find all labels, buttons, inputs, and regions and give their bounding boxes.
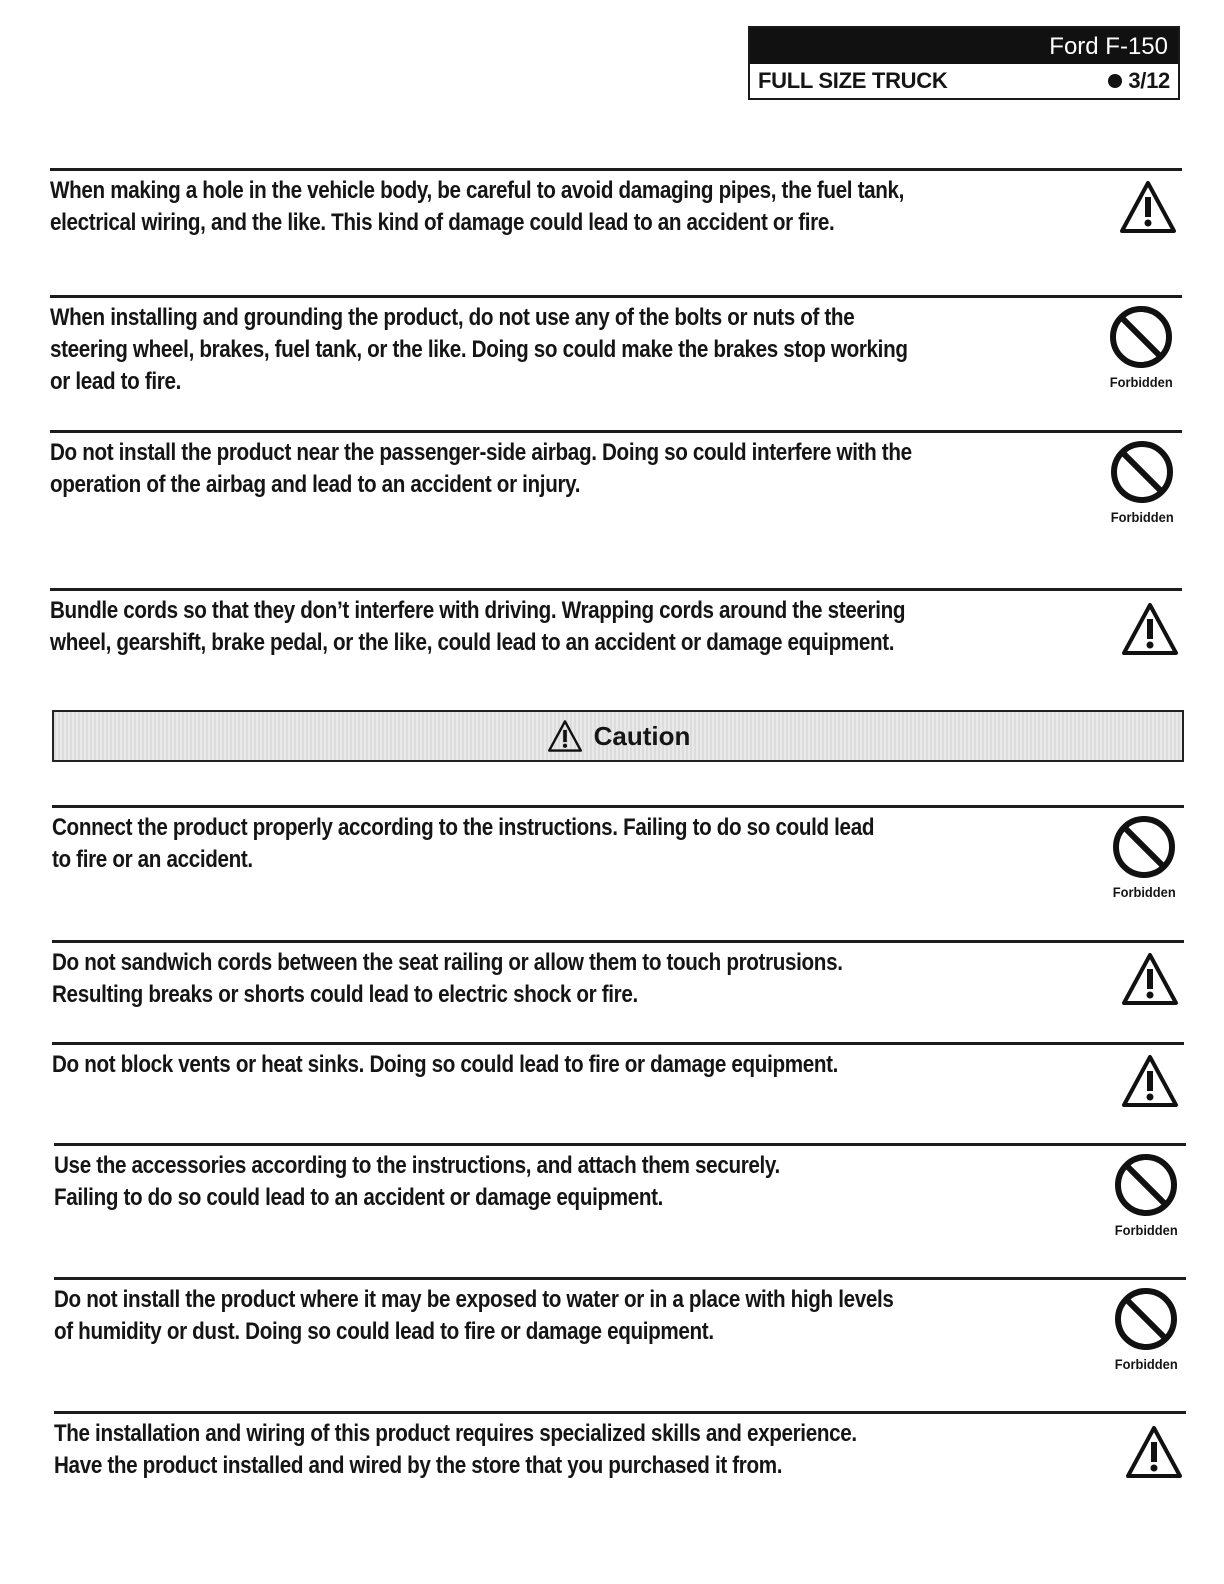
caution-item	[54, 1411, 1186, 1504]
forbidden-label: Forbidden	[1114, 1222, 1178, 1238]
forbidden-icon	[1112, 1152, 1180, 1238]
caution-item	[52, 940, 1184, 1033]
forbidden-icon	[1112, 1286, 1180, 1372]
page-number	[1108, 68, 1170, 94]
caution-item	[52, 1042, 1184, 1125]
header-subbar	[750, 64, 1178, 98]
item-text: Do not install the product where it may be exposed to water or in a place with high levels of humidity or dust. Doing so could lead to fire or damage equipment.	[54, 1286, 894, 1345]
item-text: Do not sandwich cords between the seat railing or allow them to touch protrusions. Resulting breaks or shorts could lead to electric shock or fire.	[52, 949, 843, 1008]
caution-title: Caution	[593, 720, 691, 751]
warning-triangle-icon	[546, 719, 584, 753]
warning-item	[50, 588, 1182, 681]
forbidden-icon	[1108, 439, 1176, 525]
forbidden-label: Forbidden	[1110, 509, 1174, 525]
item-text: Do not install the product near the passenger-side airbag. Doing so could interfere with the operation of the airbag and lead to an accident or injury.	[50, 439, 912, 498]
item-text: The installation and wiring of this product requires specialized skills and experience. Have the product installed and wired by the store that you purchased it from.	[54, 1420, 857, 1479]
warning-item	[50, 168, 1182, 271]
forbidden-icon	[1107, 304, 1175, 390]
vehicle-category: FULL SIZE TRUCK	[758, 68, 948, 93]
forbidden-icon	[1110, 814, 1178, 900]
caution-item	[54, 1277, 1186, 1390]
warning-triangle-icon	[1118, 179, 1178, 235]
warning-item	[50, 295, 1182, 418]
item-text: Connect the product properly according to the instructions. Failing to do so could lead to fire or an accident.	[52, 814, 875, 873]
bullet-dot-icon	[1108, 74, 1122, 88]
forbidden-label: Forbidden	[1114, 1356, 1178, 1372]
forbidden-label: Forbidden	[1109, 374, 1173, 390]
caution-item	[54, 1143, 1186, 1256]
warning-triangle-icon	[1124, 1424, 1184, 1480]
caution-banner	[52, 710, 1184, 762]
caution-item	[52, 805, 1184, 918]
item-text: Bundle cords so that they don’t interfere with driving. Wrapping cords around the steering wheel, gearshift, brake pedal, or the like, could lead to an accident or damage equipment.	[50, 597, 906, 656]
warning-triangle-icon	[1120, 601, 1180, 657]
item-text: Do not block vents or heat sinks. Doing so could lead to fire or damage equipment.	[52, 1051, 839, 1078]
page-number-text: 3/12	[1128, 68, 1170, 93]
item-text: When making a hole in the vehicle body, be careful to avoid damaging pipes, the fuel tank, electrical wiring, and the like. This kind of damage could lead to an accident or fire.	[50, 177, 905, 236]
warning-triangle-icon	[1120, 1053, 1180, 1109]
forbidden-label: Forbidden	[1112, 884, 1176, 900]
item-text: Use the accessories according to the instructions, and attach them securely. Failing to do so could lead to an accident or damage equipment.	[54, 1152, 780, 1211]
warning-triangle-icon	[1120, 951, 1180, 1007]
vehicle-model: Ford F-150	[750, 28, 1178, 64]
warning-item	[50, 430, 1182, 553]
page-header	[748, 26, 1180, 100]
item-text: When installing and grounding the product, do not use any of the bolts or nuts of the steering wheel, brakes, fuel tank, or the like. Doing so could make the brakes stop working or lead to fire.	[50, 304, 908, 395]
